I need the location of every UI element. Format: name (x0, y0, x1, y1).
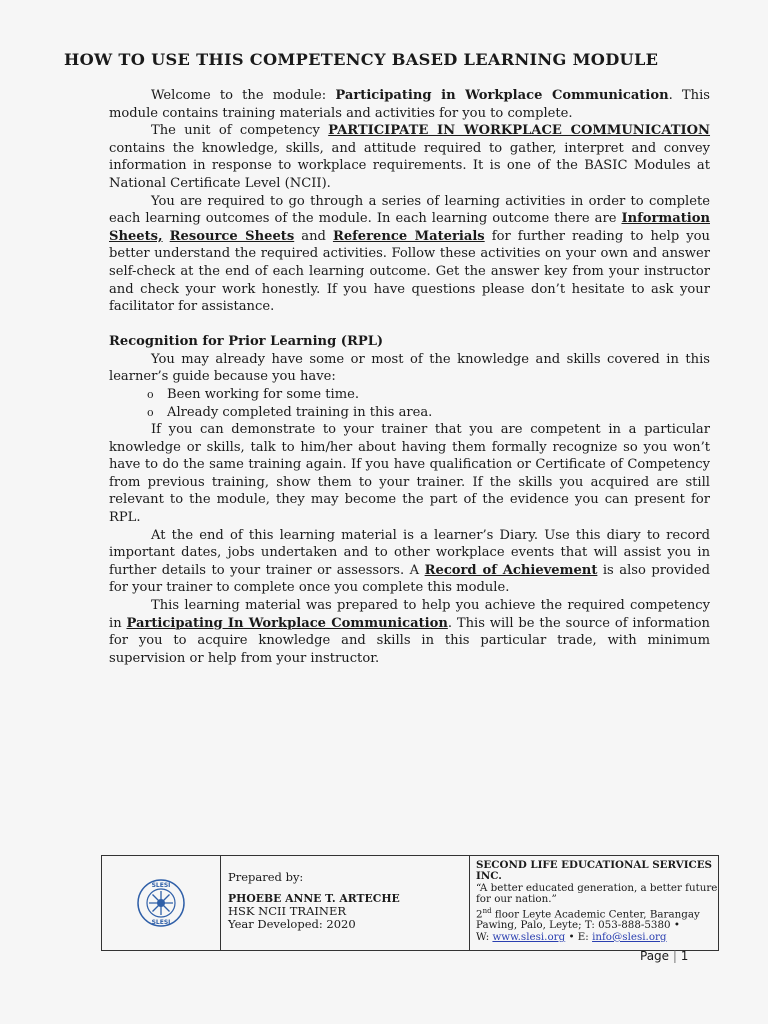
list-item: o Already completed training in this area. (147, 404, 710, 422)
text: The unit of competency (151, 123, 329, 139)
list-item: o Been working for some time. (147, 386, 710, 404)
preparer-cell (221, 856, 470, 950)
text: At the end of this learning material is a learner’s Diary. Use this diary to record important dates, jobs undertaken and to other workplace events that will assist you in further details to your trainer or assessors. A (109, 527, 710, 578)
text: . This will be the source of information for you to acquire knowledge and skills in this particular trade, with minimum supervision or help from your instructor. (109, 615, 710, 666)
text (163, 229, 170, 244)
paragraph-welcome (109, 87, 710, 122)
paragraph-unit (109, 122, 710, 192)
organization-name: SECOND LIFE EDUCATIONAL SERVICES INC. (476, 859, 712, 883)
text: nd (482, 906, 492, 915)
paragraph-diary (109, 527, 710, 597)
year-developed: Year Developed: 2020 (228, 916, 356, 931)
rpl-list (109, 386, 710, 421)
logo-text: SLESI (151, 882, 171, 889)
page-number (640, 949, 688, 963)
email-link[interactable]: info@slesi.org (592, 930, 667, 943)
reference-materials: Reference Materials (332, 228, 485, 244)
page-label: Page (640, 949, 670, 963)
unit-name: PARTICIPATE IN WORKPLACE COMMUNICATION (328, 123, 711, 139)
text: floor Leyte Academic Center, Barangay Pawing, Palo, Leyte; T: 053-888-5380 • (476, 908, 700, 932)
footer-table (101, 855, 719, 951)
paragraph-rpl-demonstrate: If you can demonstrate to your trainer that you are competent in a particular knowledge or skills, talk to him/her about having them formally recognize so you won’t have to do the same training again. If you have qualification or Certificate of Competency from previous training, show them to your trainer. If the skills you acquired are still relevant to the module, they may become the part of the evidence you can present for RPL. (109, 422, 710, 526)
page-title: HOW TO USE THIS COMPETENCY BASED LEARNING MODULE (64, 50, 659, 69)
preparer-name: PHOEBE ANNE T. ARTECHE (228, 892, 400, 906)
paragraph-activities (109, 193, 710, 316)
organization-address (476, 906, 718, 932)
text: 2 (476, 908, 483, 921)
organization-cell (470, 856, 718, 950)
paragraph-purpose (109, 597, 710, 667)
module-name: Participating in Workplace Communication (335, 88, 669, 103)
prepared-label: Prepared by: (228, 870, 304, 884)
page-num-value: 1 (680, 949, 689, 963)
document-body (109, 87, 710, 667)
separator: | (669, 949, 681, 963)
preparer-role: HSK NCII TRAINER (228, 904, 347, 919)
text: • E: (565, 930, 593, 943)
rpl-heading: Recognition for Prior Learning (RPL) (109, 333, 384, 349)
text: This learning material was prepared to help you achieve the required competency in (109, 598, 710, 631)
information-sheets: Information Sheets, (109, 211, 710, 244)
slesi-logo-icon (136, 878, 186, 928)
text: You are required to go through a series of learning activities in order to complete each learning outcomes of the module. In each learning outcome there are (109, 193, 710, 227)
text: is also provided for your trainer to complete once you complete this module. (109, 562, 710, 596)
organization-contacts (476, 932, 718, 943)
logo-cell (102, 856, 221, 950)
text: Welcome to the module: (151, 88, 336, 103)
text: and (294, 228, 333, 244)
text: W: (476, 930, 493, 943)
text: . This module contains training materials and activities for you to complete. (109, 88, 710, 121)
competency-name: Participating In Workplace Communication (126, 615, 448, 631)
paragraph-rpl-intro: You may already have some or most of the knowledge and skills covered in this learner’s guide because you have: (109, 351, 710, 385)
logo-text: SLESI (151, 919, 171, 926)
website-link[interactable]: www.slesi.org (492, 930, 566, 943)
text: contains the knowledge, skills, and attitude required to gather, interpret and convey information in response to workplace requirements. It is one of the BASIC Modules at National Certificate Level (NCII). (109, 140, 710, 191)
record-of-achievement: Record of Achievement (424, 562, 598, 578)
text: for further reading to help you better understand the required activities. Follow these activities on your own and answer self-check at the end of each learning outcome. Get the answer key from your instructor and check your work honestly. If you have questions please don’t hesitate to ask your facilitator for assistance. (109, 228, 710, 315)
resource-sheets: Resource Sheets (169, 228, 295, 244)
organization-motto: “A better educated generation, a better future for our nation.” (476, 881, 718, 906)
